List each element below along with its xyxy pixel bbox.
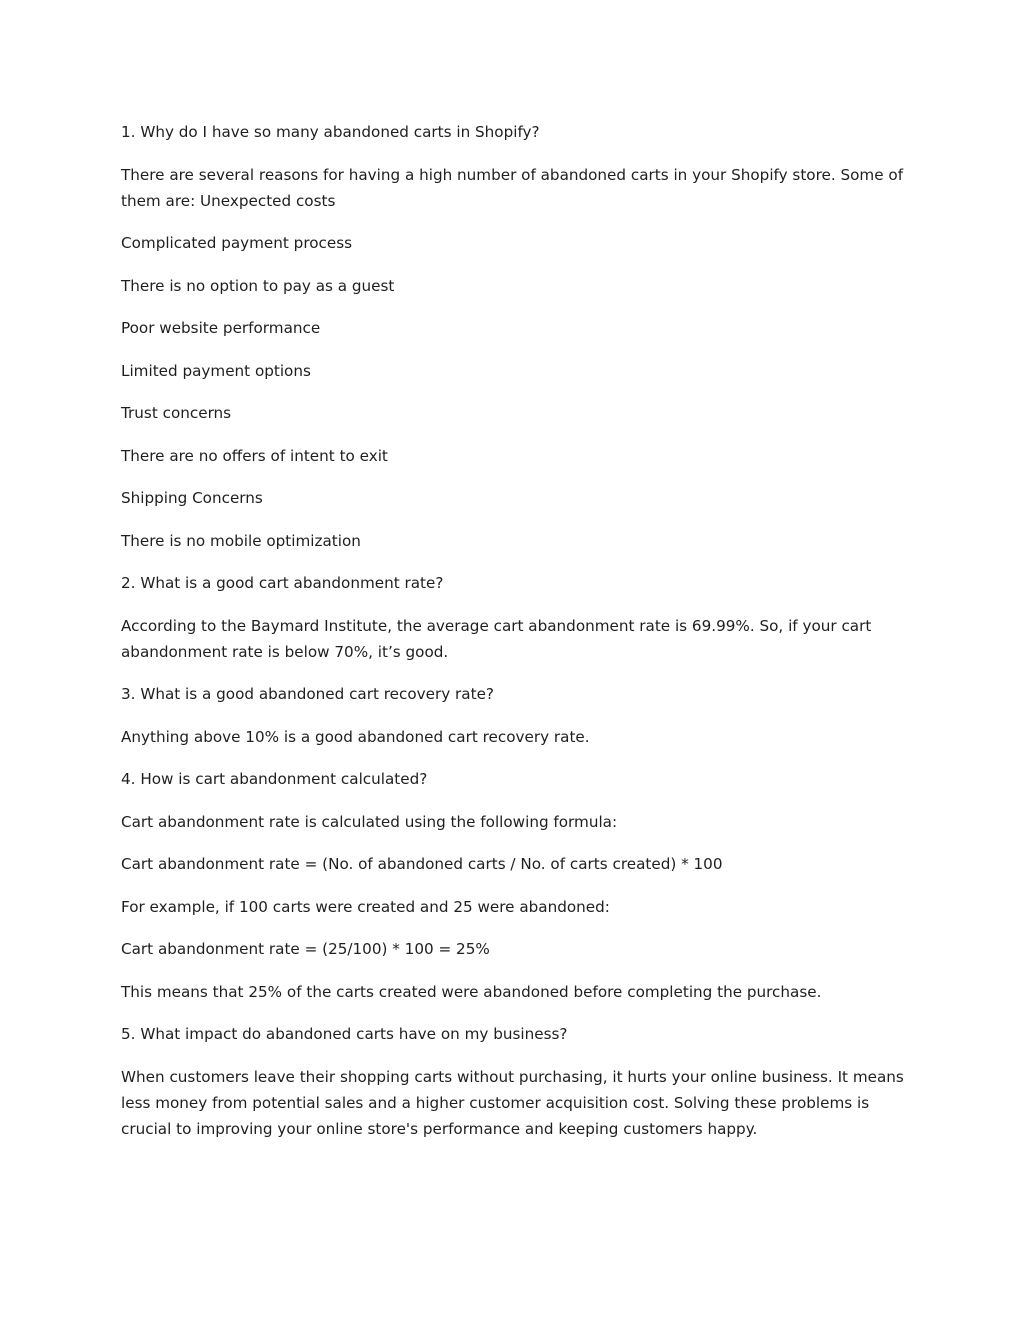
formula-line: Cart abandonment rate = (No. of abandoned carts / No. of carts created) * 100 [121,855,723,873]
question-heading-1: 1. Why do I have so many abandoned carts in Shopify? [121,123,540,141]
example-conclusion: This means that 25% of the carts created were abandoned before completing the purchase. [121,982,822,1001]
list-item: Poor website performance [121,319,321,337]
question-heading-2: 2. What is a good cart abandonment rate? [121,574,444,592]
answer-paragraph-2: According to the Baymard Institute, the average cart abandonment rate is 69.99%. So, if your cart abandonment rate is below 70%, it’s good. [121,616,872,661]
question-heading-5: 5. What impact do abandoned carts have on my business? [121,1025,568,1043]
list-item: Shipping Concerns [121,489,263,507]
answer-paragraph-1: There are several reasons for having a high number of abandoned carts in your Shopify store. Some of them are: Unexpected costs [121,165,904,210]
list-item: There is no mobile optimization [121,531,361,550]
document-body [121,119,911,1158]
list-item: Complicated payment process [121,234,353,252]
example-intro: For example, if 100 carts were created and 25 were abandoned: [121,897,610,916]
list-item: Trust concerns [121,404,232,422]
answer-paragraph-3: Anything above 10% is a good abandoned cart recovery rate. [121,727,590,746]
question-heading-3: 3. What is a good abandoned cart recovery rate? [121,685,494,703]
answer-paragraph-5: When customers leave their shopping carts without purchasing, it hurts your online business. It means less money from potential sales and a higher customer acquisition cost. Solving these problems is crucial to improving your online store's performance and keeping customers happy. [121,1067,904,1138]
answer-paragraph-4: Cart abandonment rate is calculated using the following formula: [121,812,618,831]
example-calculation: Cart abandonment rate = (25/100) * 100 = 25% [121,940,490,958]
list-item: There is no option to pay as a guest [121,276,395,295]
question-heading-4: 4. How is cart abandonment calculated? [121,770,428,788]
list-item: There are no offers of intent to exit [121,446,388,465]
list-item: Limited payment options [121,361,311,380]
